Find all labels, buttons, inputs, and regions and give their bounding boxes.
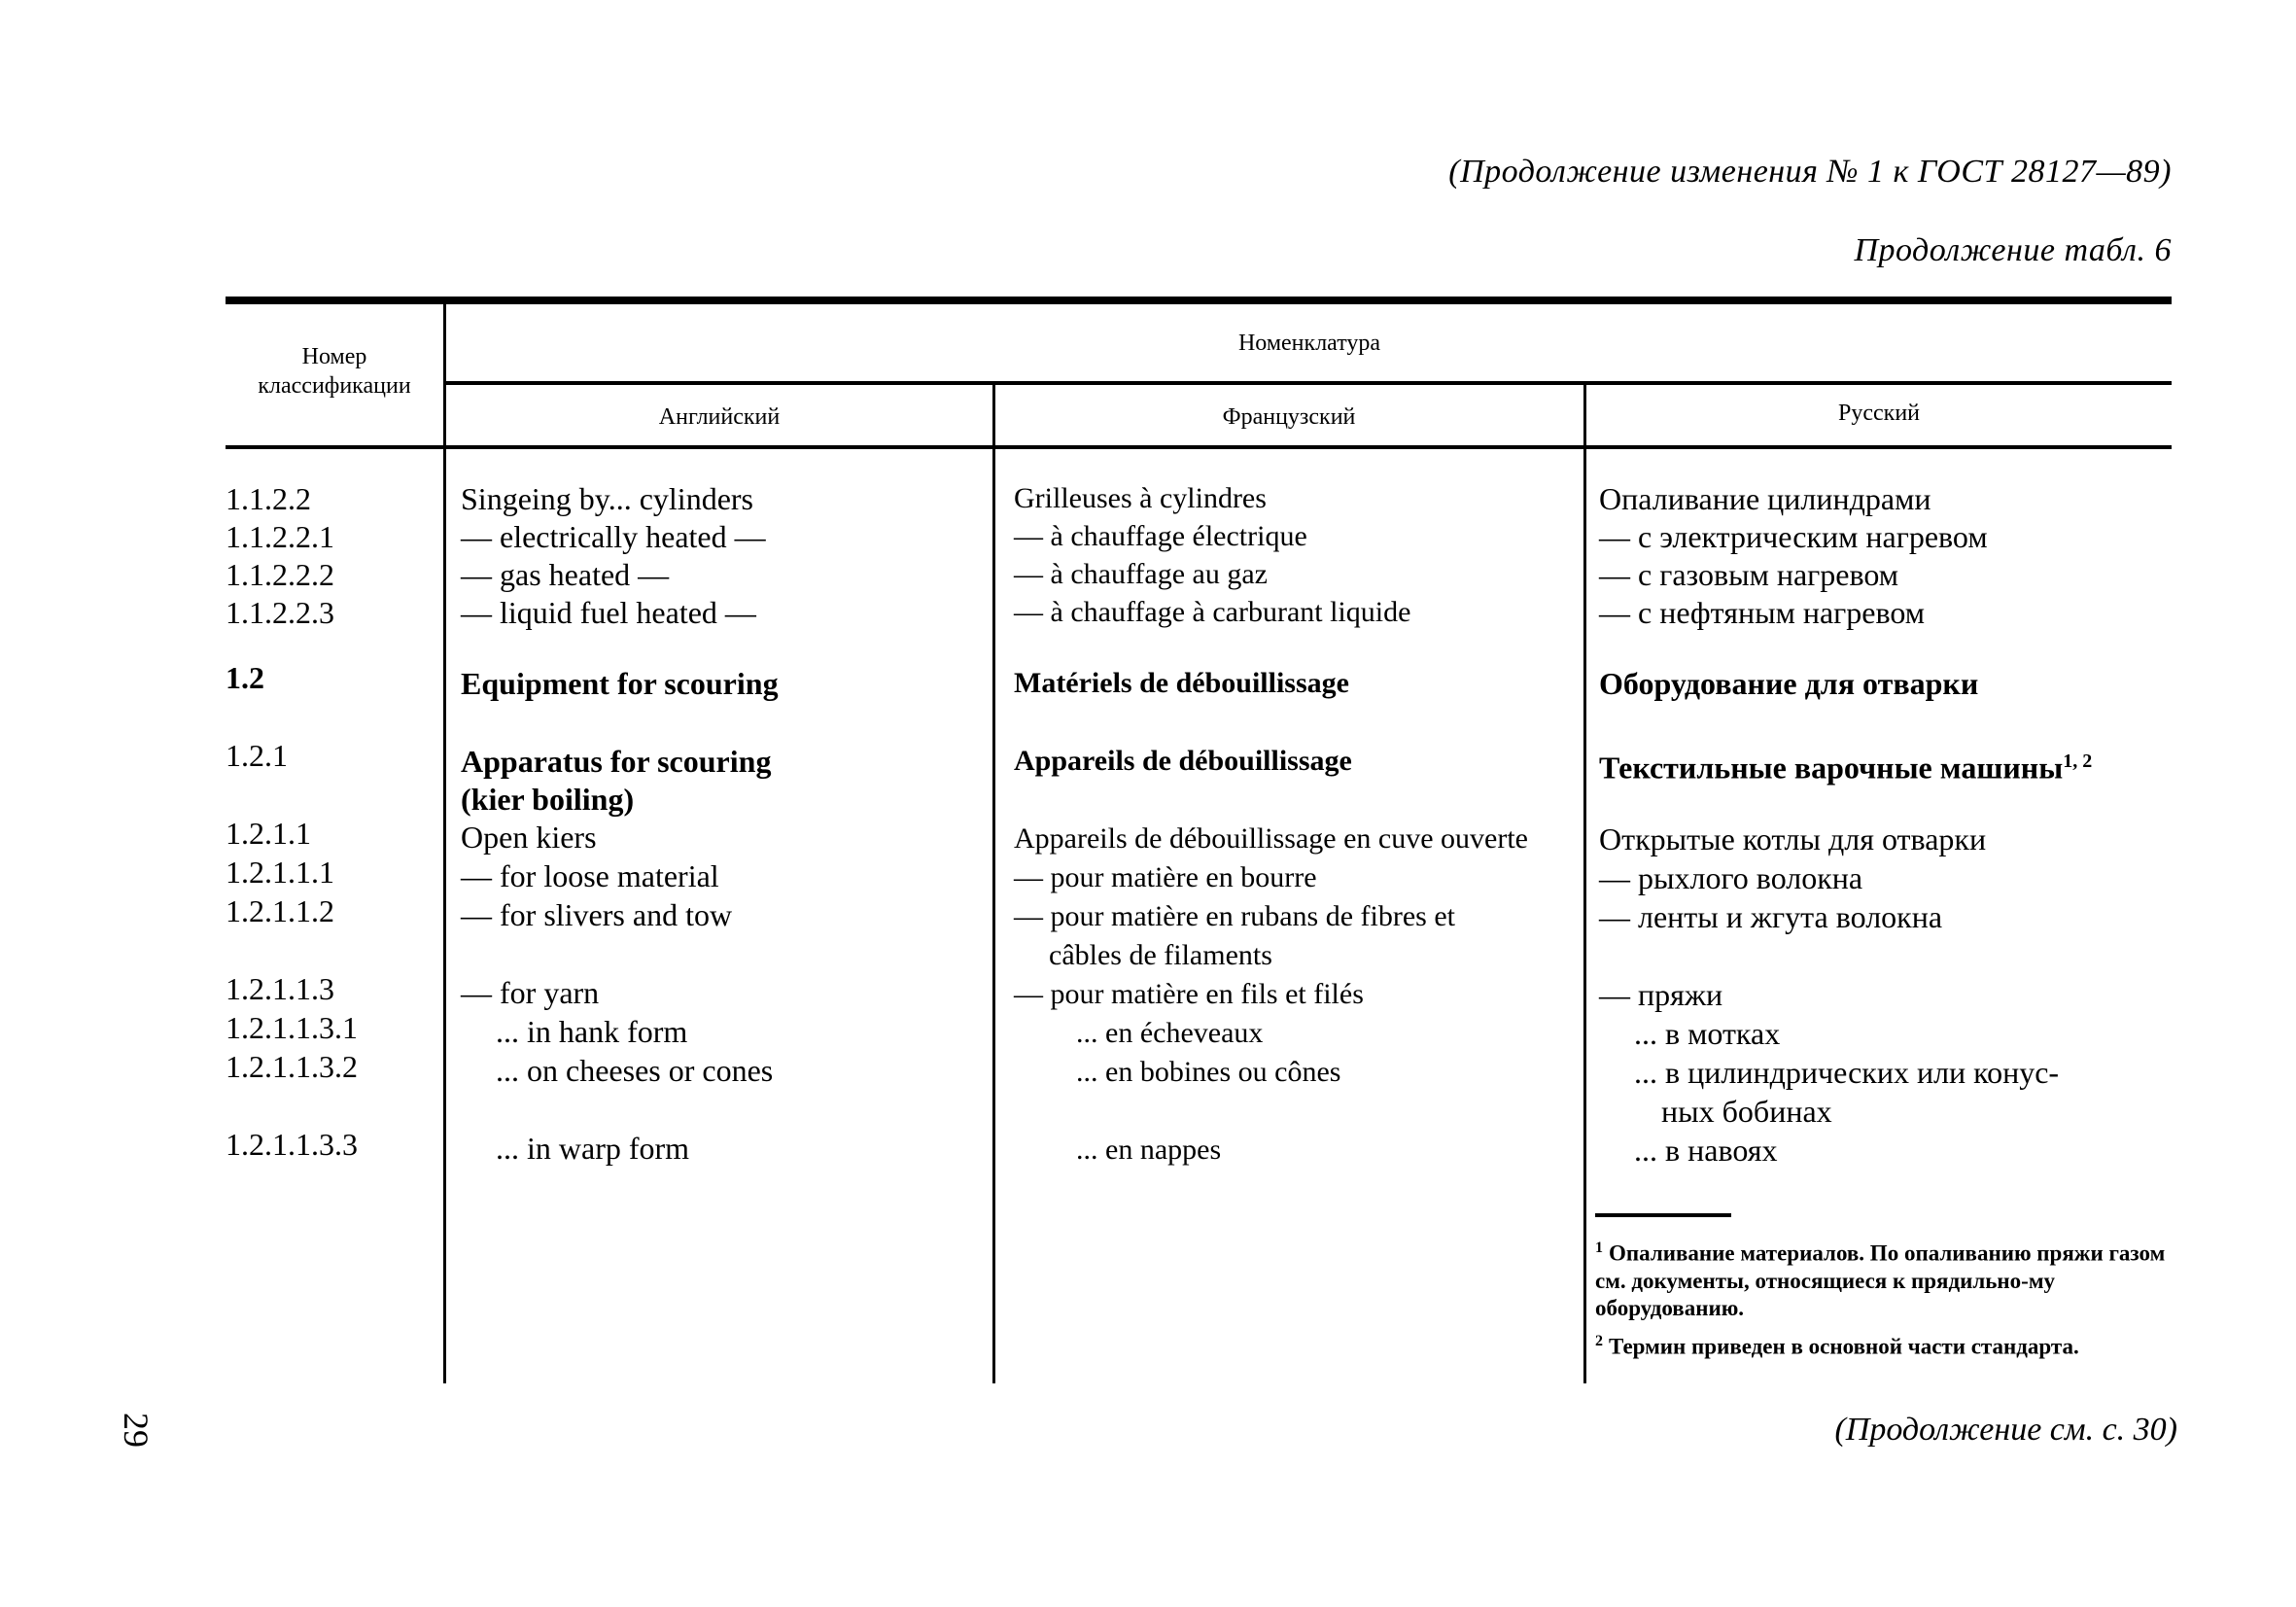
- russian-cell: — с электрическим нагревом: [1599, 519, 1988, 554]
- footnote-rule: [1595, 1213, 1731, 1217]
- english-cell: — electrically heated —: [461, 519, 766, 554]
- number-cell: 1.2.1.1.3.3: [226, 1127, 358, 1162]
- header-nomenclature: Номенклатура: [1237, 331, 1381, 356]
- russian-cell: — ленты и жгута волокна: [1599, 899, 1943, 934]
- number-cell: 1.2.1.1.2: [226, 893, 334, 928]
- english-cell: — liquid fuel heated —: [461, 595, 756, 630]
- french-cell: — à chauffage à carburant liquide: [1014, 596, 1411, 628]
- french-cell: — à chauffage au gaz: [1014, 558, 1268, 590]
- footnote-text: Термин приведен в основной части стандарта.: [1609, 1334, 2079, 1359]
- number-cell: 1.1.2.2: [226, 481, 311, 516]
- english-cell: Apparatus for scouring: [461, 744, 772, 779]
- footnote-mark: 2: [1595, 1333, 1603, 1349]
- number-cell: 1.2.1.1.3.2: [226, 1049, 358, 1084]
- russian-term: Текстильные варочные машины: [1599, 750, 2064, 786]
- header-french: Французский: [1222, 404, 1356, 430]
- page-number: 29: [117, 1413, 156, 1448]
- french-cell: — pour matière en rubans de fibres et: [1014, 900, 1455, 932]
- russian-cell: — с газовым нагревом: [1599, 557, 1899, 592]
- russian-cell: Опаливание цилиндрами: [1599, 481, 1931, 516]
- footnote-1: [1595, 1235, 2178, 1322]
- french-cell: Grilleuses à cylindres: [1014, 482, 1267, 514]
- number-cell: 1.2.1.1: [226, 816, 311, 851]
- number-cell: 1.2.1: [226, 738, 288, 773]
- english-cell: ... on cheeses or cones: [496, 1053, 774, 1088]
- english-cell: ... in hank form: [496, 1014, 688, 1049]
- english-cell: — for slivers and tow: [461, 897, 733, 932]
- table-subheader-rule: [445, 381, 2172, 385]
- russian-cell: Открытые котлы для отварки: [1599, 821, 1987, 856]
- footnote-text: Опаливание материалов. По опаливанию пряжи газом см. документы, относящиеся к прядильно-му оборудованию.: [1595, 1240, 2166, 1320]
- number-cell: 1.2: [226, 660, 264, 695]
- russian-cell: ... в мотках: [1634, 1016, 1781, 1051]
- russian-cell: ... в навоях: [1634, 1133, 1778, 1168]
- russian-cell: ... в цилиндрических или конус-: [1634, 1055, 2060, 1090]
- header-russian: Русский: [1838, 401, 1920, 426]
- french-cell: Appareils de débouillissage en cuve ouverte: [1014, 822, 1528, 855]
- english-cell: Equipment for scouring: [461, 666, 779, 701]
- number-cell: 1.2.1.1.3.1: [226, 1010, 358, 1045]
- continuation-note: (Продолжение см. с. 30): [1834, 1412, 2177, 1448]
- french-cell: câbles de filaments: [1049, 939, 1272, 971]
- russian-cell: — пряжи: [1599, 977, 1723, 1012]
- russian-cell: [1599, 742, 2173, 787]
- number-cell: 1.1.2.2.1: [226, 519, 334, 554]
- russian-cell: ных бобинах: [1661, 1094, 1832, 1129]
- table-header-bottom-rule: [226, 445, 2172, 449]
- english-cell: — for loose material: [461, 858, 719, 893]
- french-cell: Matériels de débouillissage: [1014, 667, 1349, 699]
- english-cell: ... in warp form: [496, 1131, 690, 1166]
- french-cell: — pour matière en fils et filés: [1014, 978, 1364, 1010]
- english-cell: Open kiers: [461, 820, 597, 855]
- table-top-rule: [226, 297, 2172, 304]
- column-divider-1: [443, 304, 446, 1383]
- header-english: Английский: [658, 404, 781, 430]
- table-continuation-note: Продолжение табл. 6: [1854, 232, 2172, 268]
- number-cell: 1.2.1.1.3: [226, 971, 334, 1006]
- russian-cell: — рыхлого волокна: [1599, 860, 1863, 895]
- english-cell: — for yarn: [461, 975, 600, 1010]
- number-cell: 1.1.2.2.2: [226, 557, 334, 592]
- french-cell: ... en écheveaux: [1076, 1017, 1264, 1049]
- french-cell: ... en nappes: [1076, 1134, 1222, 1166]
- english-cell: (kier boiling): [461, 782, 635, 817]
- footnote-2: [1595, 1328, 2178, 1361]
- russian-cell: Оборудование для отварки: [1599, 666, 1979, 701]
- english-cell: — gas heated —: [461, 557, 670, 592]
- number-cell: 1.2.1.1.1: [226, 855, 334, 890]
- french-cell: — pour matière en bourre: [1014, 861, 1317, 893]
- change-note: (Продолжение изменения № 1 к ГОСТ 28127—89): [1448, 154, 2172, 190]
- russian-cell: — с нефтяным нагревом: [1599, 595, 1925, 630]
- french-cell: Appareils de débouillissage: [1014, 745, 1352, 777]
- column-divider-2: [992, 383, 995, 1383]
- column-divider-3: [1583, 383, 1586, 1383]
- number-cell: 1.1.2.2.3: [226, 595, 334, 630]
- header-number: Номер классификации: [258, 344, 411, 399]
- french-cell: ... en bobines ou cônes: [1076, 1056, 1341, 1088]
- french-cell: — à chauffage électrique: [1014, 520, 1307, 552]
- english-cell: Singeing by... cylinders: [461, 481, 753, 516]
- footnote-mark: 1: [1595, 1240, 1603, 1256]
- footnote-ref: 1, 2: [2063, 751, 2093, 772]
